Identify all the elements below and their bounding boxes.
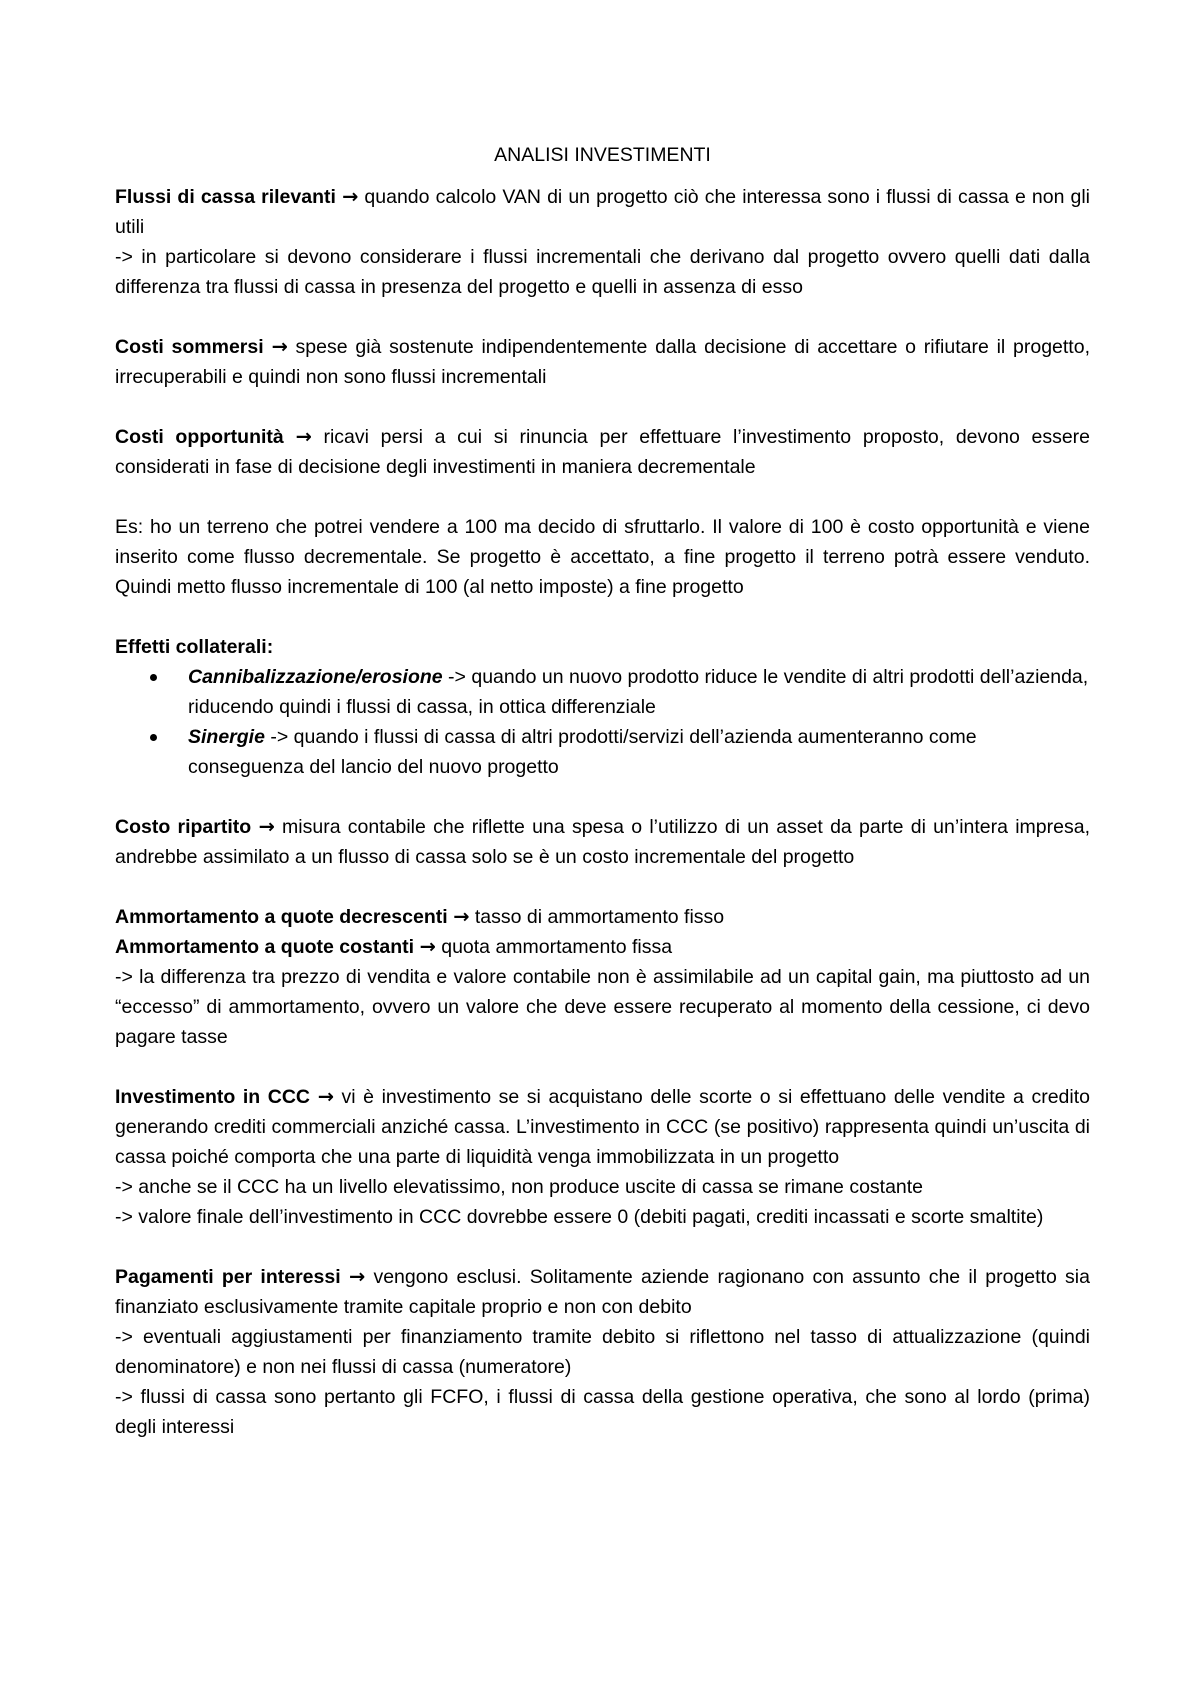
opportunita-text: ricavi persi a cui si rinuncia per effettuare l’investimento proposto, devono essere considerati in fase di decisione degli investimenti in maniera decrementale (115, 426, 1091, 478)
sommersi-text: spese già sostenute indipendentemente dalla decisione di accettare o rifiutare il progetto, irrecuperabili e quindi non sono flussi incrementali (115, 336, 1090, 388)
bullet-icon (150, 674, 157, 681)
item-term: Sinergie (188, 726, 265, 748)
section-interessi (115, 1262, 1090, 1442)
arrow-icon: → (348, 1265, 366, 1288)
section-opportunita (115, 422, 1090, 482)
list-item (188, 662, 1090, 722)
esempio-text: Es: ho un terreno che potrei vendere a 100 ma decido di sfruttarlo. Il valore di 100 è costo opportunità e viene inserito come flusso decrementale. Se progetto è accettato, a fine progetto il terreno potrà essere venduto. Quindi metto flusso incrementale di 100 (al netto imposte) a fine progetto (115, 516, 1090, 598)
arrow-icon: → (317, 1085, 334, 1108)
ammortamento-costanti-text: quota ammortamento fissa (435, 936, 673, 958)
interessi-note-2: -> flussi di cassa sono pertanto gli FCFO, i flussi di cassa della gestione operativa, che sono al lordo (prima) degli interessi (115, 1386, 1090, 1438)
ccc-text: vi è investimento se si acquistano delle scorte o si effettuano delle vendite a credito generando crediti commerciali anziché cassa. L’investimento in CCC (se positivo) rappresenta quindi un’uscita di cassa poiché comporta che una parte di liquidità venga immobilizzata in un progetto (115, 1086, 1090, 1168)
arrow-icon: → (258, 815, 275, 838)
document-title: ANALISI INVESTIMENTI (494, 144, 711, 166)
ammortamento-decrescenti (115, 902, 1090, 932)
bullet-icon (150, 734, 157, 741)
ripartito-heading: Costo ripartito (115, 816, 252, 838)
arrow-icon: → (453, 905, 470, 928)
ammortamento-note: -> la differenza tra prezzo di vendita e valore contabile non è assimilabile ad un capital gain, ma piuttosto ad un “eccesso” di ammortamento, ovvero un valore che deve essere recuperato al momento della cessione, ci devo pagare tasse (115, 966, 1090, 1048)
flussi-heading: Flussi di cassa rilevanti (115, 186, 336, 208)
list-item (188, 722, 1090, 782)
section-ammortamento (115, 902, 1090, 1052)
interessi-heading: Pagamenti per interessi (115, 1266, 341, 1288)
flussi-note: -> in particolare si devono considerare i flussi incrementali che derivano dal progetto ovvero quelli dati dalla differenza tra flussi di cassa in presenza del progetto e quelli in assenza di esso (115, 246, 1090, 298)
interessi-text: vengono esclusi. Solitamente aziende ragionano con assunto che il progetto sia finanziato esclusivamente tramite capitale proprio e non con debito (115, 1266, 1090, 1318)
sommersi-paragraph (115, 332, 1090, 392)
opportunita-paragraph (115, 422, 1090, 482)
ammortamento-costanti-heading: Ammortamento a quote costanti (115, 936, 415, 958)
arrow-icon: → (295, 425, 312, 448)
section-sommersi (115, 332, 1090, 392)
ammortamento-costanti (115, 932, 1090, 962)
flussi-text: quando calcolo VAN di un progetto ciò che interessa sono i flussi di cassa e non gli utili (115, 186, 1091, 238)
flussi-paragraph (115, 182, 1090, 242)
document-page (115, 140, 1090, 1442)
ripartito-paragraph (115, 812, 1090, 872)
interessi-paragraph (115, 1262, 1090, 1322)
ccc-paragraph (115, 1082, 1090, 1172)
arrow-icon: → (342, 185, 359, 208)
section-ripartito (115, 812, 1090, 872)
ccc-note-1: -> anche se il CCC ha un livello elevatissimo, non produce uscite di cassa se rimane costante (115, 1176, 924, 1198)
ammortamento-decrescenti-text: tasso di ammortamento fisso (469, 906, 725, 928)
section-ccc (115, 1082, 1090, 1232)
item-text: -> quando i flussi di cassa di altri prodotti/servizi dell’azienda aumenteranno come conseguenza del lancio del nuovo progetto (188, 726, 977, 778)
sommersi-heading: Costi sommersi (115, 336, 264, 358)
ccc-heading: Investimento in CCC (115, 1086, 310, 1108)
item-term: Cannibalizzazione/erosione (188, 666, 443, 688)
arrow-icon: → (271, 335, 288, 358)
ripartito-text: misura contabile che riflette una spesa o l’utilizzo di un asset da parte di un’intera impresa, andrebbe assimilato a un flusso di cassa solo se è un costo incrementale del progetto (115, 816, 1090, 868)
item-text: -> quando un nuovo prodotto riduce le vendite di altri prodotti dell’azienda, riducendo quindi i flussi di cassa, in ottica differenziale (188, 666, 1089, 718)
arrow-icon: → (419, 935, 436, 958)
section-collaterali (115, 632, 1090, 782)
ammortamento-decrescenti-heading: Ammortamento a quote decrescenti (115, 906, 448, 928)
opportunita-heading: Costi opportunità (115, 426, 284, 448)
ccc-note-2: -> valore finale dell’investimento in CCC dovrebbe essere 0 (debiti pagati, crediti incassati e scorte smaltite) (115, 1206, 1044, 1228)
section-flussi (115, 182, 1090, 302)
collaterali-list (115, 662, 1090, 782)
collaterali-heading: Effetti collaterali: (115, 636, 274, 658)
section-esempio (115, 512, 1090, 602)
interessi-note-1: -> eventuali aggiustamenti per finanziamento tramite debito si riflettono nel tasso di attualizzazione (quindi denominatore) e non nei flussi di cassa (numeratore) (115, 1326, 1090, 1378)
